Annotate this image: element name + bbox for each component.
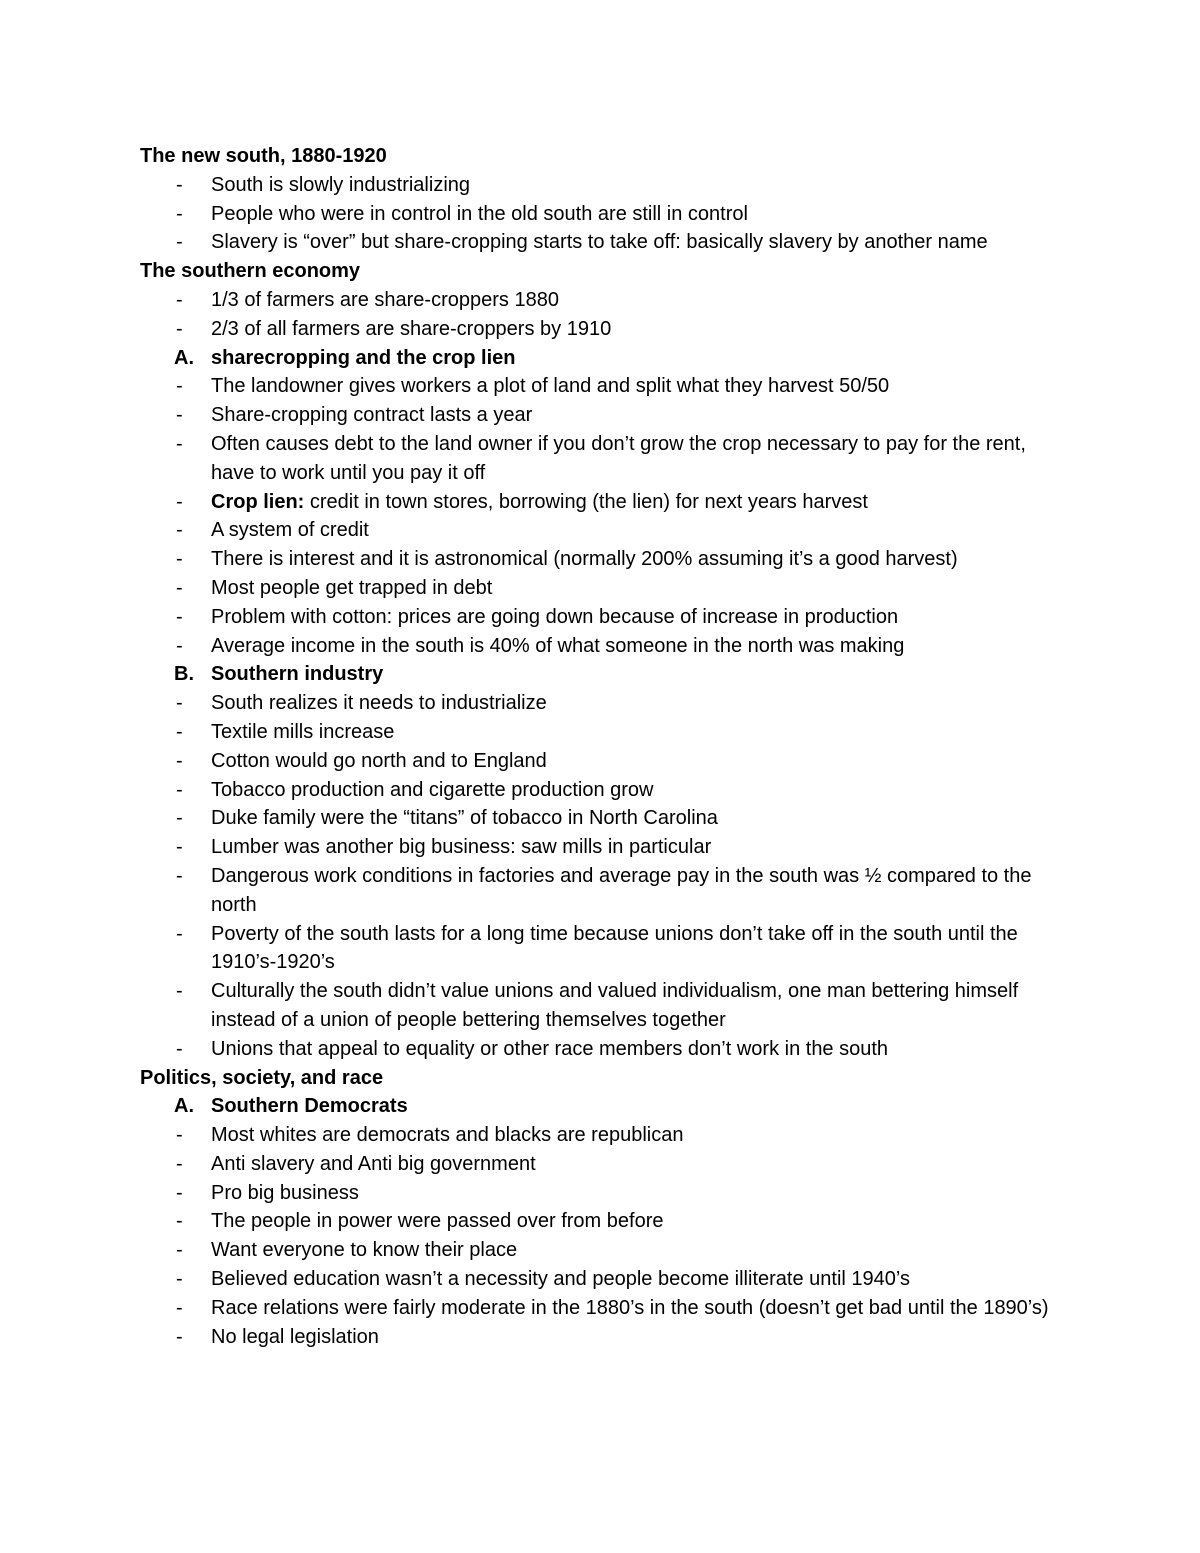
bullet-marker: - <box>176 634 183 657</box>
list-item <box>140 286 1070 315</box>
list-item <box>140 315 1070 344</box>
list-item <box>140 200 1070 229</box>
list-item-text: Believed education wasn’t a necessity and people become illiterate until 1940’s <box>211 1268 910 1291</box>
list-item-text: Problem with cotton: prices are going down because of increase in production <box>211 605 899 628</box>
bullet-marker: - <box>176 807 183 830</box>
list-item-text: Average income in the south is 40% of what someone in the north was making <box>211 634 905 657</box>
list-item <box>140 1121 1070 1150</box>
list-item <box>140 1150 1070 1179</box>
bullet-marker: - <box>176 375 183 398</box>
list-item-text: Tobacco production and cigarette production grow <box>211 778 654 801</box>
list-item <box>140 401 1070 430</box>
bullet-marker: - <box>176 404 183 427</box>
list-item-text: Poverty of the south lasts for a long time because unions don’t take off in the south until the 1910’s-1920’s <box>211 922 1024 974</box>
list-item-text: People who were in control in the old south are still in control <box>211 202 748 225</box>
subsection-title: sharecropping and the crop lien <box>211 346 516 369</box>
list-item <box>140 804 1070 833</box>
section-heading: The southern economy <box>140 260 361 283</box>
bullet-marker: - <box>176 288 183 311</box>
bullet-marker: - <box>176 836 183 859</box>
bullet-marker: - <box>176 1210 183 1233</box>
list-item-text: Pro big business <box>211 1181 359 1204</box>
list-item-text: Dangerous work conditions in factories and average pay in the south was ½ compared to the north <box>211 864 1038 916</box>
bullet-marker: - <box>176 317 183 340</box>
list-item <box>140 574 1070 603</box>
list-item-text: Want everyone to know their place <box>211 1239 518 1262</box>
list-item-text: Most people get trapped in debt <box>211 576 493 599</box>
list-item <box>140 1179 1070 1208</box>
list-item <box>140 776 1070 805</box>
bullet-marker: - <box>176 1152 183 1175</box>
bullet-marker: - <box>176 605 183 628</box>
bullet-marker: - <box>176 778 183 801</box>
list-item <box>140 632 1070 661</box>
subsection-heading <box>140 344 1070 373</box>
list-item <box>140 920 1070 978</box>
list-item-text: A system of credit <box>211 519 369 542</box>
list-item-text: Anti slavery and Anti big government <box>211 1152 536 1175</box>
bullet-marker: - <box>176 980 183 1003</box>
list-item <box>140 171 1070 200</box>
list-item-text: South realizes it needs to industrialize <box>211 692 547 715</box>
list-item <box>140 1323 1070 1352</box>
bullet-marker: - <box>176 1037 183 1060</box>
list-item-text: Unions that appeal to equality or other race members don’t work in the south <box>211 1037 889 1060</box>
bullet-marker: - <box>176 490 183 513</box>
bullet-marker: - <box>176 749 183 772</box>
list-item-text: Lumber was another big business: saw mills in particular <box>211 836 712 859</box>
bullet-marker: - <box>176 1268 183 1291</box>
list-item-text: Slavery is “over” but share-cropping starts to take off: basically slavery by another name <box>211 231 988 254</box>
bullet-marker: - <box>176 1181 183 1204</box>
section-heading: The new south, 1880-1920 <box>140 145 387 167</box>
list-item <box>140 1236 1070 1265</box>
list-item <box>140 516 1070 545</box>
bullet-marker: - <box>176 202 183 225</box>
list-item-text: The people in power were passed over from before <box>211 1210 664 1233</box>
list-item <box>140 747 1070 776</box>
bullet-marker: - <box>176 692 183 715</box>
bullet-marker: - <box>176 173 183 196</box>
bullet-marker: - <box>176 548 183 571</box>
document-body <box>140 142 1070 1351</box>
list-item <box>140 228 1070 257</box>
list-item <box>140 1265 1070 1294</box>
list-item-text: South is slowly industrializing <box>211 173 471 196</box>
subsection-title: Southern industry <box>211 663 384 686</box>
section-heading: Politics, society, and race <box>140 1066 384 1089</box>
list-item-text: Culturally the south didn’t value unions and valued individualism, one man bettering himself instead of a union of people bettering themselves together <box>211 980 1024 1031</box>
bullet-marker: - <box>176 922 183 945</box>
list-item <box>140 977 1070 1035</box>
bullet-marker: - <box>176 720 183 743</box>
term-label: Crop lien: <box>211 490 305 513</box>
list-item-text: Share-cropping contract lasts a year <box>211 404 533 427</box>
list-item <box>140 1294 1070 1323</box>
bullet-marker: - <box>176 519 183 542</box>
list-item-text: The landowner gives workers a plot of land and split what they harvest 50/50 <box>211 375 890 398</box>
list-item-text: 1/3 of farmers are share-croppers 1880 <box>211 288 559 311</box>
bullet-marker: - <box>176 231 183 254</box>
subsection-marker: A. <box>174 1095 194 1118</box>
list-item-text: Textile mills increase <box>211 720 395 743</box>
bullet-marker: - <box>176 1296 183 1319</box>
bullet-marker: - <box>176 1325 183 1348</box>
list-item-text: No legal legislation <box>211 1325 379 1348</box>
bullet-marker: - <box>176 1124 183 1147</box>
list-item <box>140 430 1070 488</box>
list-item <box>140 545 1070 574</box>
list-item <box>140 488 1070 517</box>
subsection-marker: B. <box>174 663 194 686</box>
list-item-text: Race relations were fairly moderate in the 1880’s in the south (doesn’t get bad until the 1890’s) <box>211 1296 1049 1319</box>
list-item-text: Often causes debt to the land owner if you don’t grow the crop necessary to pay for the rent, have to work until you pay it off <box>211 432 1032 484</box>
list-item <box>140 833 1070 862</box>
subsection-heading <box>140 660 1070 689</box>
subsection-title: Southern Democrats <box>211 1095 408 1118</box>
bullet-marker: - <box>176 432 183 455</box>
list-item <box>140 862 1070 920</box>
list-item-text: Most whites are democrats and blacks are republican <box>211 1124 684 1147</box>
list-item <box>140 718 1070 747</box>
list-item <box>140 1035 1070 1064</box>
bullet-marker: - <box>176 1239 183 1262</box>
bullet-marker: - <box>176 576 183 599</box>
list-item <box>140 689 1070 718</box>
subsection-heading <box>140 1092 1070 1121</box>
list-item-text: Cotton would go north and to England <box>211 749 547 772</box>
list-item-text: credit in town stores, borrowing (the lien) for next years harvest <box>304 490 868 513</box>
list-item <box>140 1207 1070 1236</box>
list-item-text: 2/3 of all farmers are share-croppers by 1910 <box>211 317 612 340</box>
list-item <box>140 372 1070 401</box>
list-item <box>140 603 1070 632</box>
list-item-text: Duke family were the “titans” of tobacco in North Carolina <box>211 807 718 830</box>
subsection-marker: A. <box>174 346 194 369</box>
bullet-marker: - <box>176 864 183 887</box>
list-item-text: There is interest and it is astronomical (normally 200% assuming it’s a good harvest) <box>211 548 958 571</box>
